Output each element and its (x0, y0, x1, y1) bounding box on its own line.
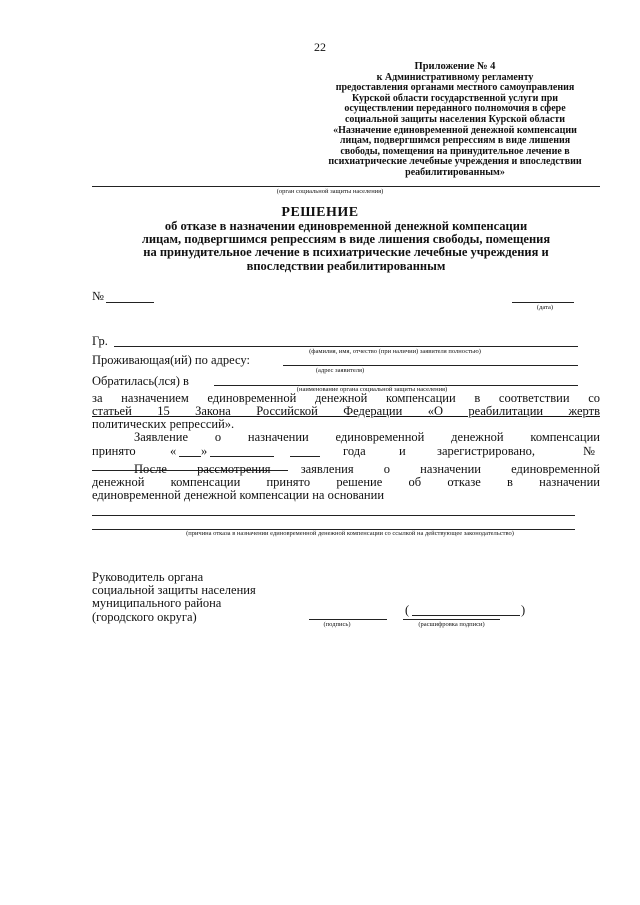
signature-block (92, 571, 352, 624)
decision-title: РЕШЕНИЕ (281, 205, 359, 220)
signature-caption: (подпись) (323, 621, 351, 628)
appendix-line: лицам, подвергшимся репрессиям в виде лишения (339, 135, 571, 147)
reason-line[interactable] (92, 515, 575, 516)
decision-subtitle-line: на принудительное лечение в психиатрические лечебные учреждения и (143, 245, 549, 260)
quote-close: » (201, 444, 208, 458)
date-caption: (дата) (536, 304, 554, 311)
appendix-line: предоставления органами местного самоуправления (335, 82, 575, 94)
appendix-line: реабилитированным» (405, 166, 505, 178)
appendix-line: осуществлении переданного полномочия в сфере (344, 103, 566, 115)
decision-subtitle-line: впоследствии реабилитированным (246, 258, 446, 273)
paragraph-line-law-link[interactable]: статьей 15 Закона Российской Федерации «О реабилитации жертв (92, 404, 600, 419)
appendix-line: психиатрические лечебные учреждения и впоследствии (328, 156, 582, 168)
appendix-line: социальной защиты населения Курской области (344, 113, 566, 125)
appendix-line: свободы, помещения на принудительное лечение в (340, 145, 570, 157)
appendix-line: «Назначение единовременной денежной компенсации (333, 124, 577, 136)
decode-underline (403, 619, 500, 620)
application-line: Заявление о назначении единовременной денежной компенсации (134, 430, 600, 444)
signatory-line: социальной защиты населения (92, 583, 256, 598)
signatory-line: (городского округа) (92, 609, 197, 624)
accepted-label: принято (92, 444, 136, 458)
registration-number-sign: № (583, 444, 595, 458)
residing-label: Проживающая(ий) по адресу: (92, 353, 250, 367)
paragraph-line: за назначением единовременной денежной компенсации в соответствии со (92, 391, 600, 405)
address-caption: (адрес заявителя) (315, 367, 365, 374)
decode-paren-open: ( (405, 603, 410, 617)
fio-caption: (фамилия, имя, отчество (при наличии) заявителя полностью) (309, 348, 481, 355)
reason-caption: (причина отказа в назначении единовременной денежной компенсации со ссылкой на действующее законодательство) (186, 530, 514, 537)
paragraph-basis (92, 392, 600, 432)
signature-line[interactable] (309, 619, 387, 620)
organ-line[interactable] (92, 186, 600, 187)
day-line[interactable] (179, 456, 201, 457)
address-line[interactable] (283, 365, 578, 366)
organ-name-caption: (наименование органа социальной защиты населения) (296, 386, 448, 393)
year-line[interactable] (290, 456, 320, 457)
appendix-line: Курской области государственной услуги при (351, 92, 559, 104)
appendix-title: Приложение № 4 (414, 61, 496, 72)
decode-paren-close: ) (521, 603, 526, 617)
decode-caption: (расшифровка подписи) (418, 621, 485, 628)
signatory-line: муниципального района (92, 596, 222, 611)
decision-subtitle (92, 220, 600, 273)
number-label: № (92, 289, 104, 303)
appendix-line: к Административному регламенту (376, 71, 534, 83)
citizen-fio-line[interactable] (114, 346, 578, 347)
appendix-header (300, 62, 610, 179)
organ-caption: (орган социальной защиты населения) (276, 188, 384, 195)
applied-label: Обратилась(лся) в (92, 374, 189, 388)
signatory-line: Руководитель органа (92, 570, 204, 584)
page-number: 22 (314, 40, 326, 54)
appendix-body (300, 73, 610, 179)
number-line[interactable] (106, 302, 154, 303)
quote-open: « (170, 444, 177, 458)
decode-line[interactable] (412, 615, 520, 616)
citizen-label: Гр. (92, 334, 108, 348)
review-line: После рассмотрения заявления о назначении единовременной (134, 462, 600, 476)
and-label: и (399, 444, 406, 458)
registered-label: зарегистрировано, (437, 444, 536, 458)
decision-subtitle-line: об отказе в назначении единовременной денежной компенсации (164, 219, 528, 233)
decision-subtitle-line: лицам, подвергшимся репрессиям в виде лишения свободы, помещения (141, 232, 551, 247)
review-line: денежной компенсации принято решение об отказе в назначении (92, 475, 600, 489)
review-line: единовременной денежной компенсации на основании (92, 488, 385, 502)
paragraph-line: политических репрессий». (92, 417, 235, 432)
date-line[interactable] (512, 302, 574, 303)
month-line[interactable] (210, 456, 274, 457)
year-label: года (343, 444, 366, 458)
